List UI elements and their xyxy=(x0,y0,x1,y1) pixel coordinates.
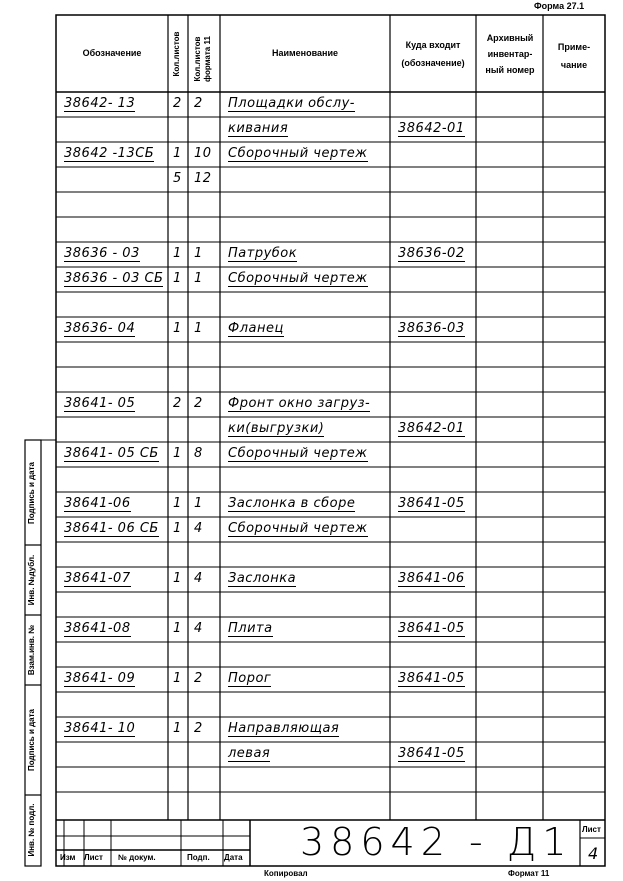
name-cell: Порог xyxy=(228,671,272,686)
table-row xyxy=(0,692,623,717)
table-row xyxy=(0,192,623,217)
table-row xyxy=(0,317,623,342)
document-code: 38642 - Д1 xyxy=(300,820,573,864)
table-row xyxy=(0,617,623,642)
name-cell: Патрубок xyxy=(228,246,298,261)
name-cell: Заслонка в сборе xyxy=(228,496,356,511)
designation-cell: 38641- 09 xyxy=(64,671,136,686)
stamp-sign: Подп. xyxy=(187,853,210,862)
stamp-izm: Изм xyxy=(60,853,76,862)
table-row xyxy=(0,592,623,617)
header-note: Приме-чание xyxy=(557,42,591,70)
table-row xyxy=(0,442,623,467)
designation-cell: 38636 - 03 СБ xyxy=(64,271,164,286)
count-cell: 1 xyxy=(173,721,182,736)
table-row xyxy=(0,292,623,317)
where-used-cell: 38641-05 xyxy=(398,496,465,511)
count-cell: 1 xyxy=(173,671,182,686)
format-count-cell: 2 xyxy=(194,96,203,111)
table-row xyxy=(0,517,623,542)
table-row xyxy=(0,742,623,767)
count-cell: 1 xyxy=(173,521,182,536)
designation-cell: 38641-06 xyxy=(64,496,131,511)
count-cell: 2 xyxy=(173,96,182,111)
designation-cell: 38642 -13СБ xyxy=(64,146,155,161)
stamp-date: Дата xyxy=(224,853,243,862)
count-cell: 1 xyxy=(173,271,182,286)
name-cell: Направляющая xyxy=(228,721,340,736)
designation-cell: 38641-08 xyxy=(64,621,131,636)
side-label-sign-date-2: Подпись и дата xyxy=(27,709,36,771)
table-row xyxy=(0,567,623,592)
designation-cell: 38641- 10 xyxy=(64,721,136,736)
name-cell: Фланец xyxy=(228,321,284,336)
where-used-cell: 38642-01 xyxy=(398,121,465,136)
where-used-cell: 38636-03 xyxy=(398,321,465,336)
table-row xyxy=(0,417,623,442)
table-row xyxy=(0,792,623,817)
stamp-doc-no: № докум. xyxy=(118,853,156,862)
stamp-sheet-value: 4 xyxy=(588,844,599,863)
designation-cell: 38636- 04 xyxy=(64,321,136,336)
format-count-cell: 2 xyxy=(194,396,203,411)
name-cell: ки(выгрузки) xyxy=(228,421,325,436)
name-cell: Сборочный чертеж xyxy=(228,521,368,536)
table-row xyxy=(0,542,623,567)
designation-cell: 38636 - 03 xyxy=(64,246,140,261)
format-count-cell: 4 xyxy=(194,521,203,536)
table-row xyxy=(0,267,623,292)
table-row xyxy=(0,467,623,492)
where-used-cell: 38642-01 xyxy=(398,421,465,436)
format-count-cell: 12 xyxy=(194,171,212,186)
table-row xyxy=(0,342,623,367)
table-row xyxy=(0,667,623,692)
table-row xyxy=(0,492,623,517)
designation-cell: 38641-07 xyxy=(64,571,131,586)
name-cell: Сборочный чертеж xyxy=(228,271,368,286)
header-archive-no: Архивный инвентар-ный номер xyxy=(485,33,535,75)
name-cell: левая xyxy=(228,746,271,761)
where-used-cell: 38641-05 xyxy=(398,671,465,686)
table-row xyxy=(0,142,623,167)
table-row xyxy=(0,242,623,267)
format-count-cell: 1 xyxy=(194,321,203,336)
format-count-cell: 4 xyxy=(194,571,203,586)
stamp-sheet-label: Лист xyxy=(582,825,601,834)
designation-cell: 38641- 06 СБ xyxy=(64,521,159,536)
count-cell: 1 xyxy=(173,246,182,261)
designation-cell: 38641- 05 xyxy=(64,396,136,411)
table-row xyxy=(0,92,623,117)
name-cell: Плита xyxy=(228,621,273,636)
header-sheets-count: Кол.листов xyxy=(172,31,181,77)
footer-format: Формат 11 xyxy=(508,869,550,878)
name-cell: Фронт окно загруз- xyxy=(228,396,371,411)
table-row xyxy=(0,367,623,392)
format-count-cell: 8 xyxy=(194,446,203,461)
side-label-dup-no: Инв. №дубл. xyxy=(27,554,36,606)
count-cell: 2 xyxy=(173,396,182,411)
where-used-cell: 38641-06 xyxy=(398,571,465,586)
header-sheets-format: Кол.листов формата 11 xyxy=(193,36,212,82)
side-label-sign-date-1: Подпись и дата xyxy=(27,462,36,524)
count-cell: 1 xyxy=(173,571,182,586)
format-count-cell: 10 xyxy=(194,146,212,161)
where-used-cell: 38641-05 xyxy=(398,746,465,761)
format-count-cell: 2 xyxy=(194,721,203,736)
count-cell: 1 xyxy=(173,146,182,161)
stamp-list: Лист xyxy=(84,853,103,862)
count-cell: 1 xyxy=(173,621,182,636)
table-row xyxy=(0,217,623,242)
format-count-cell: 1 xyxy=(194,271,203,286)
count-cell: 5 xyxy=(173,171,182,186)
name-cell: Сборочный чертеж xyxy=(228,446,368,461)
table-row xyxy=(0,642,623,667)
table-row xyxy=(0,117,623,142)
format-count-cell: 4 xyxy=(194,621,203,636)
table-row xyxy=(0,767,623,792)
header-designation: Обозначение xyxy=(82,48,142,58)
table-row xyxy=(0,717,623,742)
header-name: Наименование xyxy=(271,48,339,58)
table-row xyxy=(0,392,623,417)
where-used-cell: 38641-05 xyxy=(398,621,465,636)
table-row xyxy=(0,167,623,192)
name-cell: Сборочный чертеж xyxy=(228,146,368,161)
name-cell: Заслонка xyxy=(228,571,297,586)
designation-cell: 38642- 13 xyxy=(64,96,136,111)
name-cell: кивания xyxy=(228,121,289,136)
format-count-cell: 1 xyxy=(194,246,203,261)
count-cell: 1 xyxy=(173,321,182,336)
footer-copied: Копировал xyxy=(264,869,308,878)
side-label-orig-no: Инв. № подл. xyxy=(27,803,36,857)
count-cell: 1 xyxy=(173,446,182,461)
where-used-cell: 38636-02 xyxy=(398,246,465,261)
designation-cell: 38641- 05 СБ xyxy=(64,446,159,461)
name-cell: Площадки обслу- xyxy=(228,96,355,111)
format-count-cell: 1 xyxy=(194,496,203,511)
format-count-cell: 2 xyxy=(194,671,203,686)
header-where-used: Куда входит (обозначение) xyxy=(401,40,465,68)
side-label-replace-no: Взам.инв. № xyxy=(27,624,36,676)
count-cell: 1 xyxy=(173,496,182,511)
form-label: Форма 27.1 xyxy=(534,1,585,11)
